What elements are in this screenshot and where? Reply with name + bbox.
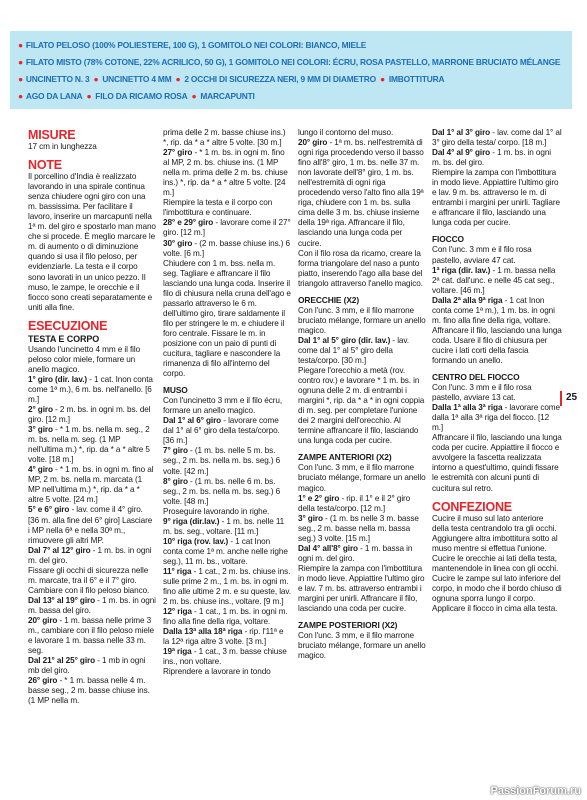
round-instruction	[163, 416, 291, 446]
round-label: Dal 1° al 6° giro	[163, 416, 222, 426]
round-instruction	[432, 148, 562, 168]
paragraph: Riempire la zampa con l'imbottitura in modo lieve. Appiattire l'ultimo giro e lav. 7 m. bs. attraverso entrambi i margini per unirli. Affrancare il filo, lasciando una coda per cucire.	[298, 563, 425, 614]
round-instruction	[298, 494, 426, 514]
round-instruction	[28, 505, 156, 545]
round-instruction	[163, 607, 291, 627]
misure-text: 17 cm in lunghezza	[28, 142, 97, 151]
bullet-icon: ●	[93, 74, 99, 84]
round-text: - lavorare come dal 1° al 6° giro della testa/corpo. [36 m.]	[163, 416, 280, 446]
watermark: PassionForum.ru	[490, 785, 581, 797]
round-instruction	[298, 514, 426, 544]
round-instruction	[298, 544, 426, 564]
paragraph: Affrancare il filo, lasciando una lunga coda per cucire. Appiattire il fiocco e avvolgere la fascetta realizzata intorno a quest'ultimo, quindi fissare le estremità con alcuni punti di cucitura sul retro.	[432, 433, 562, 493]
round-instruction	[298, 336, 426, 366]
round-text: - 2 m. bs. in ogni m. bs. del giro. [12 m.]	[28, 404, 151, 425]
note-text: Il porcellino d'India è realizzato lavorando in una spirale continua senza chiudere ogni giro con una m. bassissima. Per facilitare il lavoro, inserire un marcapunti nella 1ª m. del giro e spostarlo man mano che si procede. È meglio marcare le m. di aumento o di diminuzione quando si usa il filo peloso, per evidenziarle. La testa e il corpo sono lavorati in un unico pezzo. Il muso, le zampe, le orecchie e il fiocco sono creati separatamente e uniti alla fine.	[28, 172, 156, 312]
round-text: - (1 m. bs. nelle 5 m. bs. seg., 2 m. bs. nella m. bs. seg.) 6 volte. [42 m.]	[163, 446, 281, 476]
round-instruction	[28, 375, 156, 405]
paragraph: Chiudere con 1 m. bss. nella m. seg. Tagliare e affrancare il filo lasciando una lunga coda. Inserire il filo di chiusura nella cruna dell'ago e passarlo attraverso le 6 m. dell'ultimo giro, tirare saldamente il filo per stringere le m. e chiudere il foro centrale. Fissare le m. in posizione con un paio di punti di cucitura, tagliare e nascondere la rimanenza di filo all'interno del corpo.	[163, 258, 291, 379]
round-text: - lavorare come dalla 1ª alla 3ª riga del fiocco. [12 m.]	[432, 403, 560, 433]
paragraph: Usando l'uncinetto 4 mm e il filo peloso color miele, formare un anello magico.	[28, 344, 141, 374]
round-label: Dal 4° all'8° giro	[298, 543, 358, 553]
round-text: - rip. il 1° e il 2° giro della testa/corpo. [12 m.]	[298, 493, 411, 513]
page-number: 25	[566, 392, 578, 403]
round-label: Dal 4° al 9° giro	[432, 148, 491, 158]
column-4	[432, 128, 562, 614]
material-item: UNCINETTO 4 MM	[102, 74, 172, 84]
material-item: FILO DA RICAMO ROSA	[95, 91, 188, 101]
round-label: 10° riga (rov. lav.)	[163, 536, 229, 546]
round-text: - 1 m. bs. in ogni m. bs. del giro.	[432, 148, 551, 168]
round-instruction	[432, 296, 562, 366]
materials-line	[18, 37, 564, 54]
round-instruction	[163, 218, 291, 238]
round-text: - rip. l'11ª e la 12ª riga altre 3 volte. [3 m.]	[163, 627, 284, 647]
round-text: - 1 cat Inon conta come 1ª m. anche nelle righe seg.), 11 m. bs., voltare.	[163, 536, 288, 566]
bullet-icon: ●	[18, 40, 23, 50]
round-instruction	[163, 148, 291, 198]
round-text: - 1ª m. bs. nell'estremità di ogni riga procedendo verso il basso fino all'8° giro, 1 m. bs. nelle 37 m. non lavorate dell'8° giro, 1 m. bs. nell'estremità di ogni riga procedendo verso l'alto fino alla 19ª riga, chiudere con 1 m. bs. sulla cima delle 3 m. bs. chiuse insieme della 19ª riga. Affrancare il filo, lasciando una lunga coda per cucire.	[298, 138, 424, 248]
paragraph: Proseguire lavorando in righe.	[163, 506, 270, 516]
round-label: 2° giro	[28, 404, 53, 414]
paragraph: prima delle 2 m. basse chiuse ins.) *, rip. da * a * altre 5 volte. [30 m.]	[163, 128, 286, 148]
section-title-confezione: CONFEZIONE	[432, 499, 512, 514]
material-item: IMBOTTITURA	[388, 74, 445, 84]
section-title-misure: MISURE	[28, 128, 76, 142]
round-label: Dalla 2ª alla 9ª riga	[432, 295, 503, 305]
round-label: 26° giro	[28, 676, 58, 686]
materials-box	[10, 31, 572, 109]
round-label: 20° giro	[28, 615, 58, 625]
round-label: 4° giro	[28, 465, 53, 475]
round-label: Dal 7° al 12° giro	[28, 545, 91, 555]
section-title-esecuzione: ESECUZIONE	[28, 318, 108, 333]
round-text: - 1 mb in ogni mb del giro.	[28, 656, 146, 676]
round-instruction	[28, 405, 156, 425]
round-text: - (1 m. bs nelle 3 m. basse seg., 2 m. basse nella m. bassa seg.) 3 volte. [15 m.]	[298, 513, 419, 543]
paragraph: Con l'unc. 3 mm e il filo rosa pastello, avviare 13 cat.	[432, 383, 532, 403]
material-item: UNCINETTO N. 3	[25, 74, 90, 84]
round-text: - * 1 m. bs. nella m. seg., 2 m. bs. nella m. seg. (1 MP nell'ultima m.) *, rip. da * a * altre 5 volte. [18 m.]	[28, 425, 150, 465]
round-text: - (2 m. basse chiuse ins.) 6 volte. [6 m.]	[163, 238, 290, 258]
round-label: 1° giro (dir. lav.)	[28, 374, 88, 384]
round-label: 1ª riga (dir. lav.)	[432, 265, 491, 275]
round-instruction	[163, 239, 291, 259]
round-label: 3° giro	[298, 513, 323, 523]
round-text: - * 1 m. bs. in ogni m. fino al MP, 2 m. bs. chiuse ins. (1 MP nella m. prima delle 2 m. bs. chiuse ins.) *, rip. da * a * altre 5 volte. [24 m.]	[163, 148, 288, 198]
materials-line	[18, 71, 564, 88]
round-text: - 1 cat. Inon conta come 1ª m.), 6 m. bs. nell'anello. [6 m.]	[28, 374, 153, 404]
round-text: - 1 cat., 2 m. bs. chiuse ins. sulle prime 2 m., 1 m. bs. in ogni m. fino alle ultime 2 m. e su queste, lav. 2 m. bs. chiuse ins., voltare. [9 m.]	[163, 566, 291, 607]
column-3	[298, 128, 426, 661]
bullet-icon: ●	[175, 74, 181, 84]
round-instruction	[28, 616, 156, 656]
round-label: 28° e 29° giro	[163, 218, 214, 228]
round-instruction	[28, 425, 156, 465]
round-text: - (1 m. bs. nelle 6 m. bs. seg., 2 m. bs. nella m. bs. seg.) 6 volte. [48 m.]	[163, 476, 281, 506]
paragraph: Piegare l'orecchio a metà (rov. contro rov.) e lavorare * 1 m. bs. in ognuna delle 2 m. di entrambi i margini *, rip. da * a * in ogni coppia di m. seg. per completare l'unione dei 2 margini dell'orecchio. Al termine affrancare il filo, lasciando una lunga coda per cucire.	[298, 366, 425, 446]
material-item: AGO DA LANA	[25, 91, 83, 101]
round-text: - lavorare come il 27° giro. [12 m.]	[163, 218, 291, 238]
paragraph: Con l'uncinetto 3 mm e il filo écru, formare un anello magico.	[163, 396, 283, 416]
paragraph: Con l'unc. 3 mm, e il filo marrone bruciato mélange, formare un anello magico.	[298, 305, 426, 335]
subsection-title: MUSO	[163, 385, 188, 396]
round-instruction	[432, 403, 562, 433]
round-text: - 1 m. bassa in ogni m. del giro.	[298, 543, 413, 563]
round-label: 12° riga	[163, 607, 192, 617]
round-label: 27° giro	[163, 148, 193, 158]
round-instruction	[163, 537, 291, 567]
subsection-title: TESTA E CORPO	[28, 333, 100, 344]
round-text: - 1 m. bassa nella 2ª cat. dall'unc. e nelle 45 cat seg., voltare. [46 m.]	[432, 265, 556, 295]
round-label: Dal 21° al 25° giro	[28, 656, 95, 666]
round-label: Dalla 1ª alla 3ª riga	[432, 403, 503, 413]
material-item: FILATO MISTO (78% COTONE, 22% ACRILICO, 50 G), 1 GOMITOLO NEI COLORI: ÉCRU, ROSA PASTELLO, MARRONE BRUCIATO MÉLANGE	[25, 57, 561, 67]
paragraph: lungo il contorno del muso.	[298, 128, 394, 137]
round-label: 5° e 6° giro	[28, 505, 70, 515]
subsection-title: CENTRO DEL FIOCCO	[432, 372, 520, 383]
round-text: - lav. come il 4° giro. [36 m. alla fine del 6° giro] Lasciare i MP nella 6ª e nella 30ª m., rimuovere gli altri MP.	[28, 505, 153, 545]
round-instruction	[28, 546, 156, 566]
bullet-icon: ●	[191, 91, 197, 101]
column-2	[163, 128, 291, 677]
round-text: - 1 m. bassa nelle prime 3 m., cambiare con il filo peloso miele e lavorare 1 m. bassa nelle 33 m. seg.	[28, 615, 154, 656]
round-label: 1° e 2° giro	[298, 493, 340, 503]
bullet-icon: ●	[379, 74, 385, 84]
material-item: FILATO PELOSO (100% POLIESTERE, 100 G), 1 GOMITOLO NEI COLORI: BIANCO, MIELE	[25, 40, 367, 50]
paragraph: Riempire la zampa con l'imbottitura in modo lieve. Appiattire l'ultimo giro e lav. 9 m. bs. attraverso le m. di entrambi i margini per unirli. Tagliare e affrancare il filo, lasciando una lunga coda per cucire.	[432, 168, 560, 228]
paragraph: Riprendere a lavorare in tondo	[163, 667, 271, 677]
bullet-icon: ●	[18, 57, 23, 67]
round-label: Dal 1° al 5° giro (dir. lav.)	[298, 335, 391, 345]
round-label: 11° riga	[163, 566, 192, 576]
round-label: 8° giro	[163, 476, 188, 486]
page-marker-bar	[560, 391, 562, 406]
round-text: - 1 cat Inon conta come 1ª m.), 1 m. bs. in ogni m. fino alla fine della riga, voltare. Affrancare il filo, lasciando una lunga coda. Usare il filo di chiusura per cucire i lati corti della fascia formando un anello.	[432, 295, 562, 365]
round-label: Dal 1° al 3° giro	[432, 128, 491, 137]
subsection-title: ORECCHIE (X2)	[298, 294, 360, 305]
round-label: 3° giro	[28, 425, 53, 435]
round-instruction	[28, 465, 156, 505]
round-instruction	[163, 627, 291, 647]
round-text: - 1 cat., 1 m. bs. in ogni m. fino alla fine della riga, voltare.	[163, 607, 288, 627]
round-text: - 1 m. bs. nelle 11 m. bs. seg., voltare. [11 m.]	[163, 516, 285, 536]
round-label: 30° giro	[163, 238, 193, 248]
round-instruction	[163, 567, 291, 607]
round-instruction	[163, 517, 291, 537]
round-text: - * 1 m. bassa nelle 4 m. basse seg., 2 m. basse chiuse ins. (1 MP nella m.	[28, 676, 150, 706]
round-instruction	[163, 477, 291, 507]
round-instruction	[28, 656, 156, 676]
round-text: - lav. come dal 1° al 5° giro della testa/corpo. [30 m.]	[298, 335, 409, 365]
section-title-note: NOTE	[28, 158, 62, 173]
column-1	[28, 128, 156, 706]
round-instruction	[298, 138, 426, 249]
round-instruction	[28, 596, 156, 616]
paragraph: Fissare gli occhi di sicurezza nelle m. marcate, tra il 6° e il 7° giro. Cambiare con il filo peloso bianco.	[28, 565, 150, 595]
materials-line	[18, 54, 564, 71]
paragraph: Con l'unc. 3 mm, e il filo marrone bruciato mélange, formare un anello magico.	[298, 463, 426, 493]
bullet-icon: ●	[18, 74, 23, 84]
round-instruction	[28, 676, 156, 706]
paragraph: Riempire la testa e il corpo con l'imbottitura e continuare.	[163, 198, 273, 218]
materials-line	[18, 88, 564, 105]
bullet-icon: ●	[18, 91, 23, 101]
round-text: - lav. come dal 1° al 3° giro della testa/ corpo. [18 m.]	[432, 128, 562, 148]
paragraph: Con l'unc. 3 mm, e il filo marrone bruciato mélange, formare un anello magico.	[298, 631, 426, 661]
round-label: 7° giro	[163, 446, 188, 456]
round-text: - 1 m. bs. in ogni m. del giro.	[28, 545, 152, 565]
round-label: Dalla 13ª alla 18ª riga	[163, 627, 243, 637]
round-label: 9° riga (dir.lav.)	[163, 516, 220, 526]
paragraph: Con il filo rosa da ricamo, creare la forma triangolare del naso a punto piatto, inserendo l'ago alla base del triangolo attraverso l'anello magico.	[298, 248, 423, 288]
paragraph: Cucire il muso sul lato anteriore della testa centrandolo tra gli occhi. Aggiungere altra imbottitura sotto al muso mentre si effettua l'unione. Cucire le orecchie ai lati della testa, mantenendole in linea con gli occhi. Cucire le zampe sul lato inferiore del corpo, in modo che il bordo chiuso di ognuna sporra lungo il corpo. Applicare il fiocco in cima alla testa.	[432, 513, 562, 613]
subsection-title: FIOCCO	[432, 234, 464, 245]
round-text: - 1 m. bs. in ogni m. bassa del giro.	[28, 595, 156, 615]
subsection-title: ZAMPE POSTERIORI (X2)	[298, 620, 398, 631]
round-instruction	[432, 128, 562, 148]
paragraph: Con l'unc. 3 mm e il filo rosa pastello, avviare 47 cat.	[432, 245, 532, 265]
round-label: Dal 13° al 19° giro	[28, 595, 95, 605]
round-instruction	[163, 647, 291, 667]
bullet-icon: ●	[86, 91, 92, 101]
round-label: 19ª riga	[163, 647, 192, 657]
material-item: 2 OCCHI DI SICUREZZA NERI, 9 MM DI DIAMETRO	[184, 74, 376, 84]
round-text: - 1 cat., 3 m. basse chiuse ins., non voltare.	[163, 647, 287, 667]
material-item: MARCAPUNTI	[200, 91, 255, 101]
round-instruction	[163, 446, 291, 476]
subsection-title: ZAMPE ANTERIORI (X2)	[298, 452, 392, 463]
round-label: 20° giro	[298, 138, 328, 148]
round-text: - * 1 m. bs. in ogni m. fino al MP, 2 m. bs. nella m. marcata (1 MP nell'ultima m.) *, rip. da * a * altre 5 volte. [24 m.]	[28, 465, 154, 505]
round-instruction	[432, 266, 562, 296]
